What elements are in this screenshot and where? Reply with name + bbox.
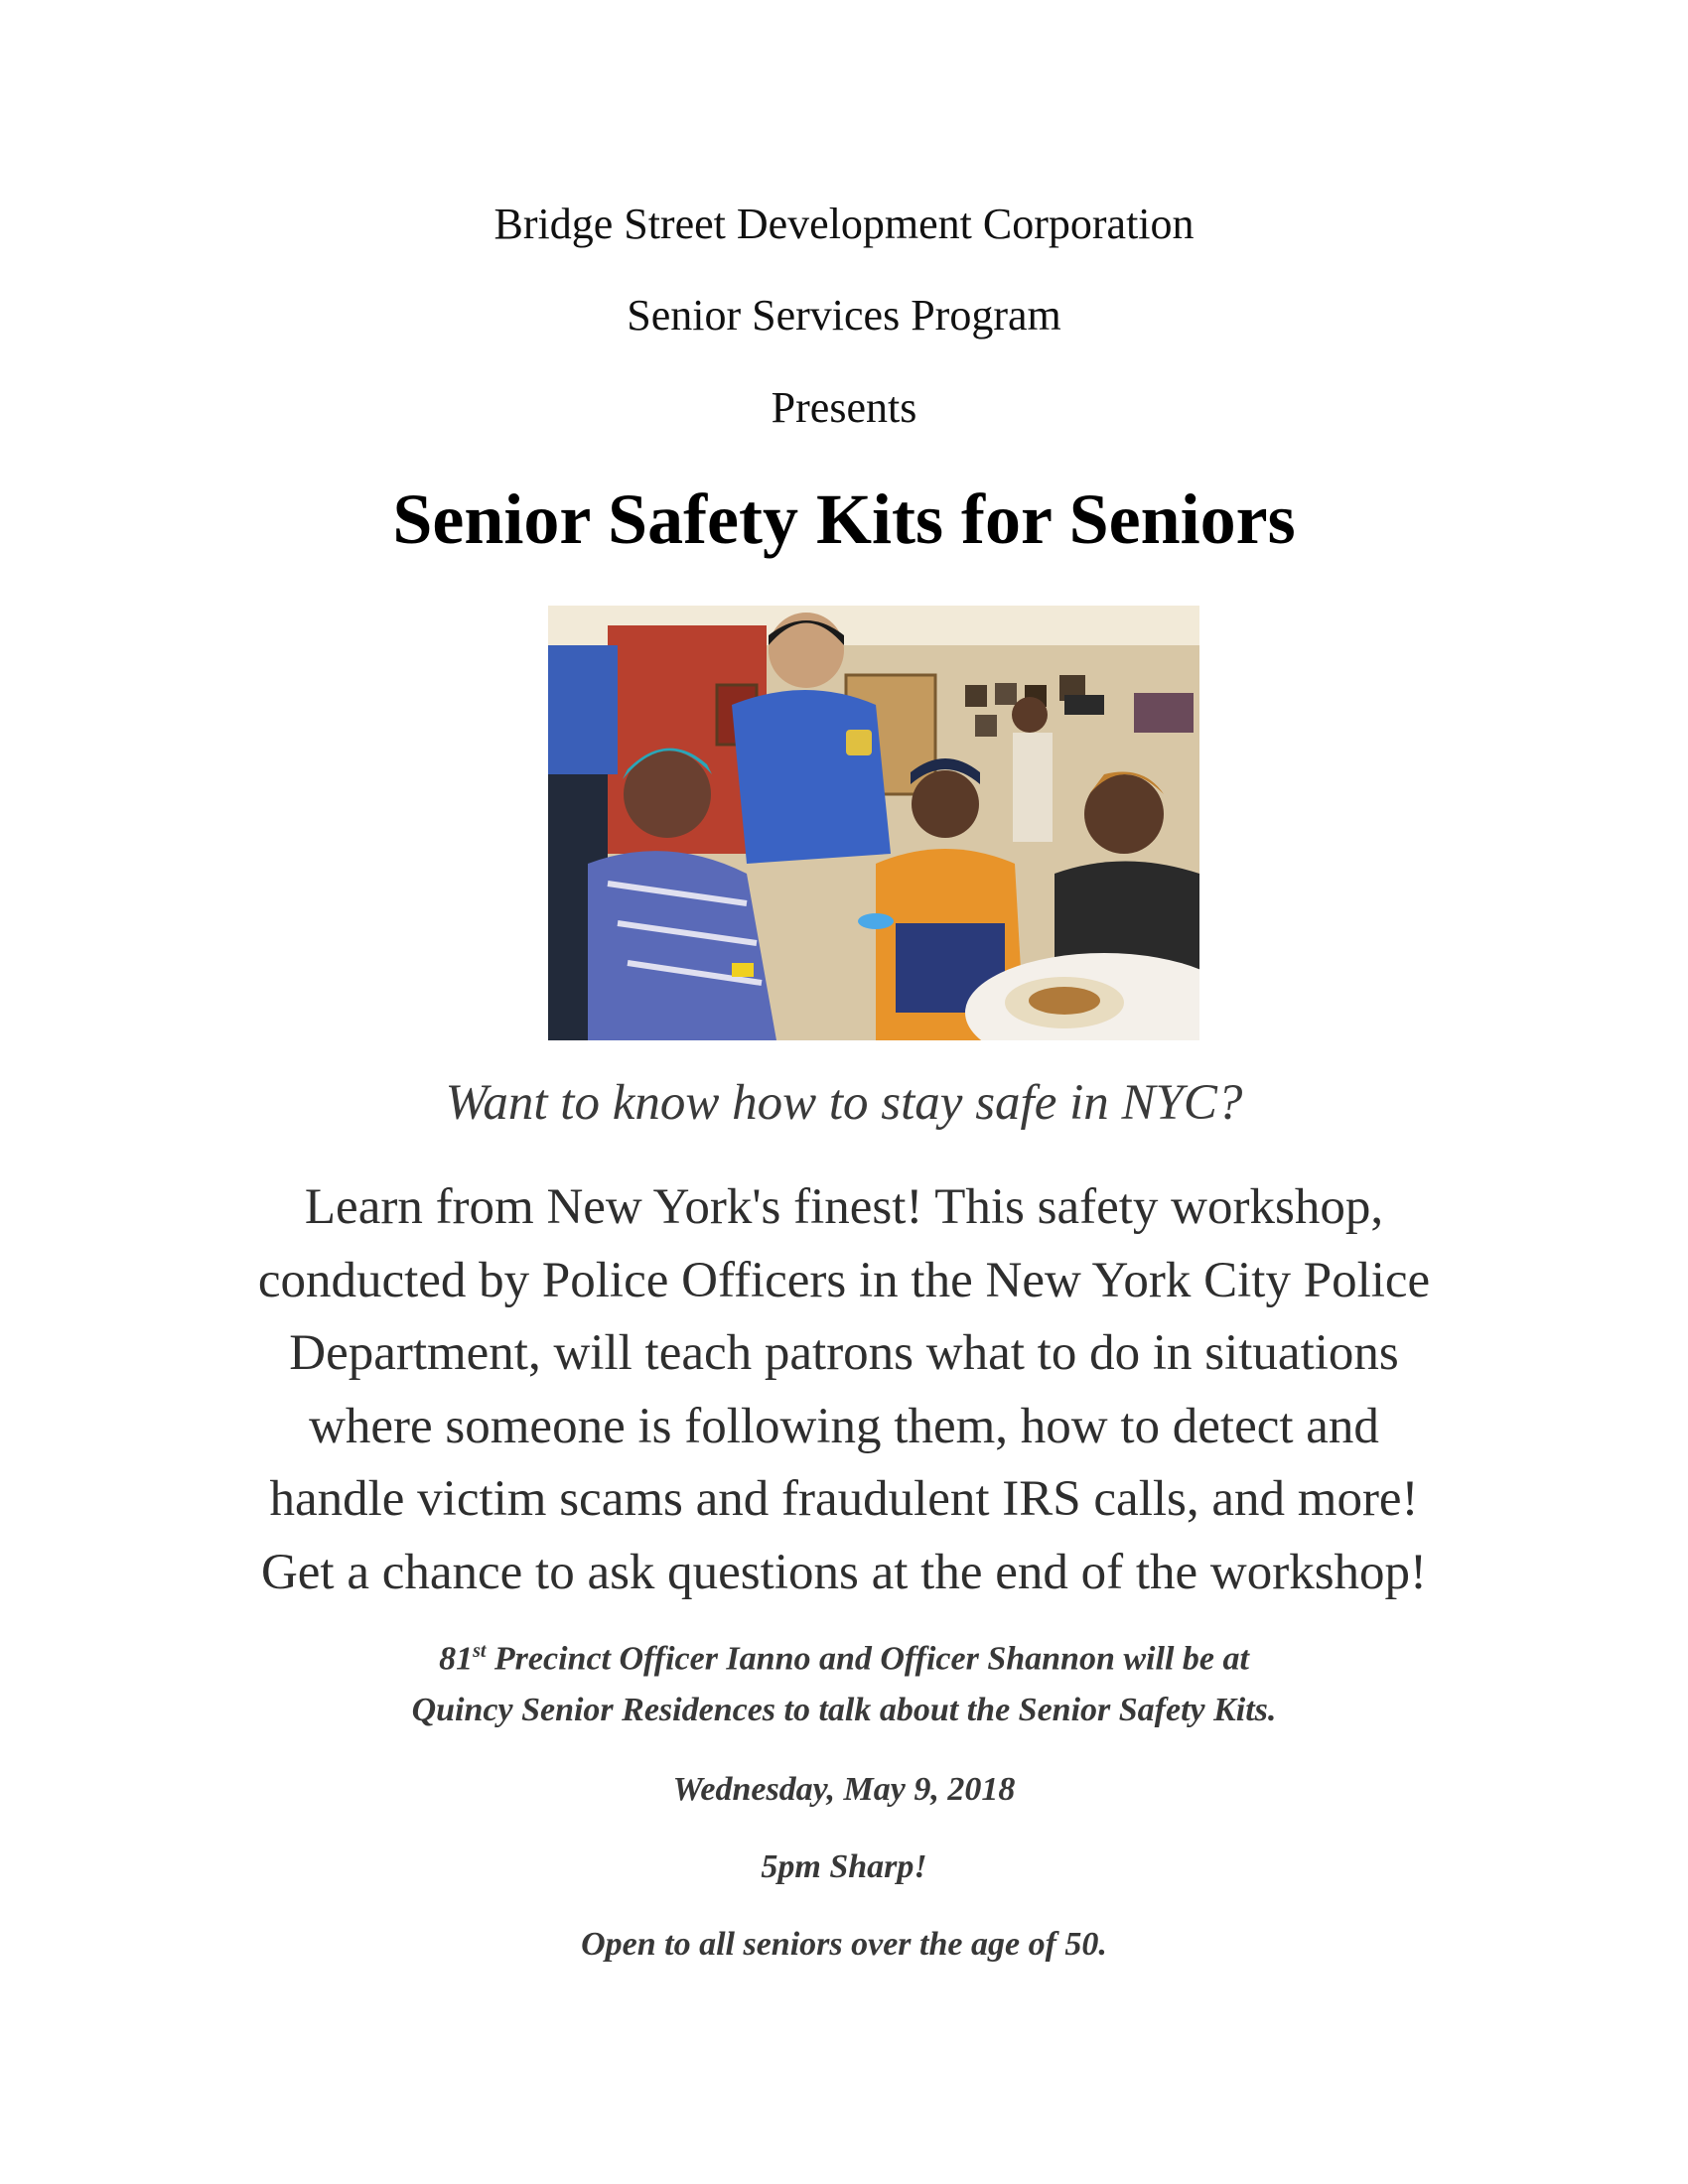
description-line: handle victim scams and fraudulent IRS calls, and more! [269,1471,1419,1527]
tagline: Want to know how to stay safe in NYC? [445,1075,1243,1131]
workshop-description [149,1171,1539,1609]
eligibility-note: Open to all seniors over the age of 50. [581,1926,1107,1963]
precinct-suffix: st [473,1640,487,1662]
description-line: Department, will teach patrons what to do in situations [289,1325,1399,1381]
organization-name: Bridge Street Development Corporation [493,200,1195,248]
event-time: 5pm Sharp! [761,1848,927,1885]
presents-label: Presents [771,383,917,432]
officers-text: Precinct Officer Ianno and Officer Shannon will be at [486,1640,1249,1678]
event-title: Senior Safety Kits for Seniors [392,479,1296,559]
program-name: Senior Services Program [627,291,1061,340]
description-line: Get a chance to ask questions at the end of the workshop! [260,1544,1428,1600]
location-info: Quincy Senior Residences to talk about the Senior Safety Kits. [411,1692,1277,1728]
officer-info [0,1640,1688,1678]
event-photo [548,606,1199,1040]
description-line: where someone is following them, how to detect and [309,1398,1379,1454]
event-date: Wednesday, May 9, 2018 [672,1771,1016,1808]
precinct-number: 81 [439,1640,474,1678]
description-line: Learn from New York's finest! This safety workshop, [304,1179,1384,1235]
description-line: conducted by Police Officers in the New York City Police [257,1252,1431,1308]
